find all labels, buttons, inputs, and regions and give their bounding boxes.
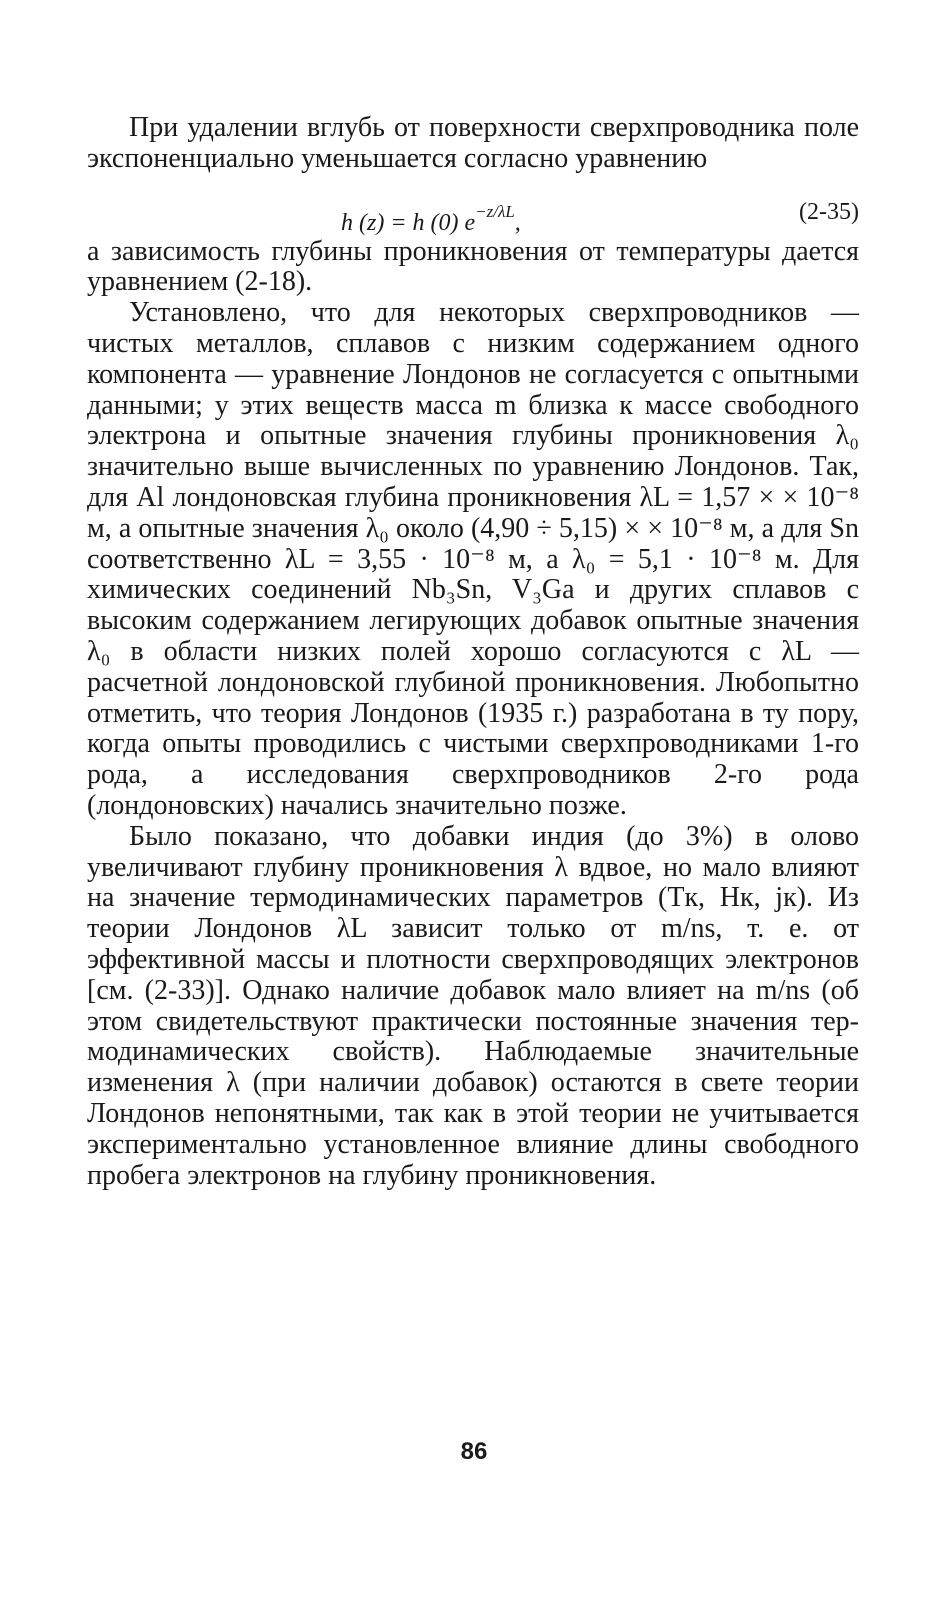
paragraph-london-equation: Установлено, что для некоторых сверхпроводников — чистых металлов, сплавов с низким содержанием одного компонента — уравнение Лондонов не согласуется с опытными данными; у этих веществ масса m близка к массе свободного электрона и опытные значения глубины проникновения λ₀ значительно выше вычисленных по уравнению Лондонов. Так, для Al лондоновская глубина проникновения λL = 1,57 × × 10⁻⁸ м, а опытные значения λ₀ около (4,90 ÷ 5,15) × × 10⁻⁸ м, а для Sn соответственно λL = 3,55 · 10⁻⁸ м, а λ₀ = 5,1 · 10⁻⁸ м. Для химических соединений Nb₃Sn, V₃Ga и других сплавов с высоким содержанием легирующих добавок опытные значения λ₀ в области низких полей хорошо согласуются с λL — расчетной лондоновской глубиной проникновения. Любопытно отметить, что теория Лондонов (1935 г.) разработана в ту пору, когда опыты проводились с чистыми сверхпроводниками 1-го рода, а исследования сверхпроводников 2-го рода (лондоновских) начались значительно позже. <box>87 297 859 821</box>
page-number: 86 <box>460 1438 488 1465</box>
paragraph-intro: При удалении вглубь от поверхности сверхпроводника поле экспоненциально уменьшается согласно уравнению <box>87 112 859 174</box>
equation-comma: , <box>514 209 521 236</box>
equation-exponent: −z/λL <box>475 201 515 221</box>
equation-number: (2-35) <box>799 198 859 225</box>
paragraph-indium-additives: Было показано, что добавки индия (до 3%) в олово увеличивают глубину проникновения λ вдвое, но мало влияют на значение термодинамических параметров (Tк, Hк, jк). Из теории Лондонов λL зависит только от m/ns, т. е. от эффективной массы и плотности сверхпроводящих электронов [см. (2-33)]. Однако наличие добавок мало влияет на m/ns (об этом свидетельствуют практически постоянные значения термодинамических свойств). Наблюдаемые значительные изменения λ (при наличии добавок) остаются в свете теории Лондонов непонятными, так как в этой теории не учитывается экспериментально установленное влияние длины свободного пробега электронов на глубину проникновения. <box>87 820 859 1191</box>
equation-main: h (z) = h (0) e <box>341 209 476 236</box>
paragraph-temperature: а зависимость глубины проникновения от температуры дается уравнением (2-18). <box>87 235 859 298</box>
equation <box>341 197 521 239</box>
equation-row <box>87 183 859 236</box>
body-text <box>87 113 859 1191</box>
